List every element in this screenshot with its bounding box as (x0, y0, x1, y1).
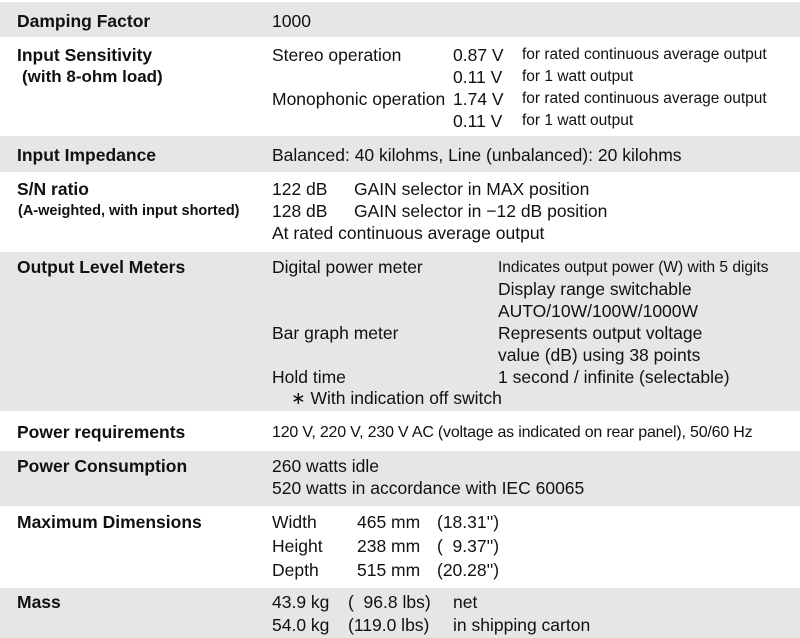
row-label: Damping Factor (17, 11, 151, 31)
row-sublabel: (A-weighted, with input shorted) (18, 203, 240, 219)
sensitivity-value: 0.87 V (453, 45, 504, 65)
sn-value: 128 dB (272, 201, 328, 221)
row-sublabel: (with 8-ohm load) (22, 67, 163, 86)
mass-note: net (453, 592, 478, 612)
dimension-inch: (20.28'') (437, 560, 500, 580)
consumption-value: 260 watts idle (272, 456, 380, 476)
row-power-requirements (0, 411, 800, 449)
mass-lbs: ( 96.8 lbs) (348, 592, 431, 612)
operation-mode: Stereo operation (272, 45, 402, 65)
row-label: Output Level Meters (17, 257, 186, 277)
row-sn-ratio (0, 172, 800, 250)
sn-value: 122 dB (272, 179, 328, 199)
mass-note: in shipping carton (453, 615, 591, 635)
row-maximum-dimensions (0, 506, 800, 586)
spec-value: Balanced: 40 kilohms, Line (unbalanced): 20 kilohms (272, 145, 682, 165)
dimension-inch: (18.31'') (437, 512, 500, 532)
meter-desc: Display range switchable (498, 279, 692, 299)
meter-desc: AUTO/10W/100W/1000W (498, 301, 699, 321)
row-output-level-meters (0, 250, 800, 411)
dimension-name: Depth (272, 560, 319, 580)
meter-desc: Represents output voltage (498, 323, 703, 343)
meter-desc: 1 second / infinite (selectable) (498, 367, 730, 387)
dimension-name: Height (272, 536, 323, 556)
sn-desc: GAIN selector in MAX position (354, 179, 590, 199)
sensitivity-desc: for 1 watt output (522, 112, 634, 129)
mass-kg: 54.0 kg (272, 615, 330, 635)
dimension-name: Width (272, 512, 317, 532)
row-label: S/N ratio (17, 179, 89, 199)
mass-lbs: (119.0 lbs) (348, 615, 430, 635)
sensitivity-desc: for rated continuous average output (522, 90, 767, 107)
row-label: Maximum Dimensions (17, 512, 202, 532)
meter-name: Bar graph meter (272, 323, 399, 343)
operation-mode: Monophonic operation (272, 89, 446, 109)
dimension-mm: 238 mm (357, 536, 421, 556)
row-label: Mass (17, 592, 61, 612)
row-damping-factor (0, 0, 800, 37)
row-label: Input Impedance (17, 145, 157, 165)
meter-name: Digital power meter (272, 257, 423, 277)
sensitivity-value: 0.11 V (453, 111, 503, 131)
sn-note: At rated continuous average output (272, 223, 545, 243)
row-label: Power requirements (17, 422, 186, 442)
spec-value: 120 V, 220 V, 230 V AC (voltage as indicated on rear panel), 50/60 Hz (272, 424, 753, 441)
sensitivity-desc: for rated continuous average output (522, 46, 767, 63)
meter-desc: value (dB) using 38 points (498, 345, 701, 365)
row-label: Power Consumption (17, 456, 188, 476)
meter-name: Hold time (272, 367, 346, 387)
meter-desc: Indicates output power (W) with 5 digits (498, 259, 769, 276)
consumption-value: 520 watts in accordance with IEC 60065 (272, 478, 585, 498)
dimension-inch: ( 9.37'') (437, 536, 500, 556)
row-input-impedance (0, 134, 800, 172)
row-mass (0, 586, 800, 638)
row-input-sensitivity (0, 37, 800, 134)
row-power-consumption (0, 449, 800, 506)
spec-value: 1000 (272, 11, 311, 31)
mass-kg: 43.9 kg (272, 592, 330, 612)
dimension-mm: 465 mm (357, 512, 421, 532)
row-label: Input Sensitivity (17, 45, 153, 65)
meter-footnote: ∗ With indication off switch (291, 388, 502, 408)
sn-desc: GAIN selector in −12 dB position (354, 201, 608, 221)
sensitivity-value: 0.11 V (453, 67, 503, 87)
sensitivity-desc: for 1 watt output (522, 68, 634, 85)
sensitivity-value: 1.74 V (453, 89, 504, 109)
dimension-mm: 515 mm (357, 560, 421, 580)
